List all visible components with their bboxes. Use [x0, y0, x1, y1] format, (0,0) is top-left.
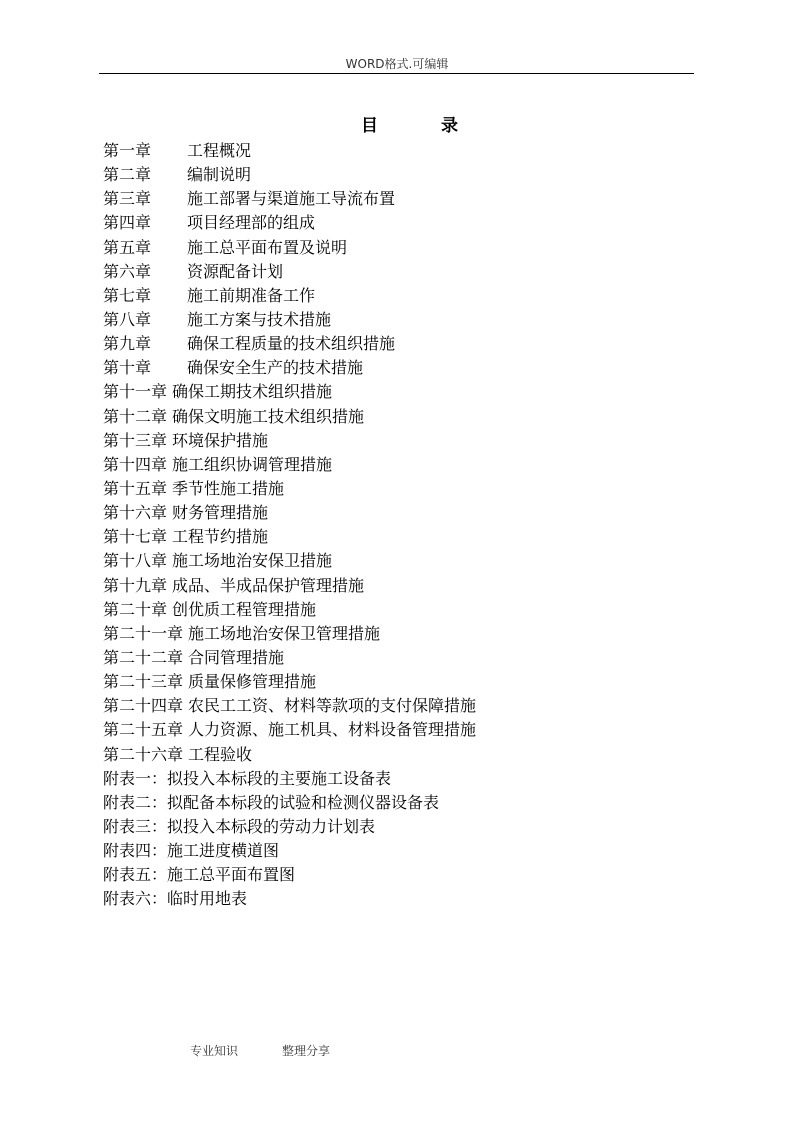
- toc-entry-chapter: 第十二章: [103, 406, 168, 426]
- toc-entry-chapter: 第九章: [103, 334, 152, 354]
- toc-list: [103, 139, 703, 912]
- toc-entry: [103, 863, 703, 887]
- toc-entry: [103, 501, 703, 525]
- toc-entry-chapter: 第二十一章: [103, 623, 184, 643]
- toc-entry-chapter: 第十六章: [103, 503, 168, 523]
- toc-entry: [103, 646, 703, 670]
- toc-entry: [103, 356, 703, 380]
- toc-entry: [103, 163, 703, 187]
- toc-entry-title: 施工组织协调管理措施: [172, 454, 333, 474]
- toc-entry: [103, 887, 703, 911]
- toc-entry-title: 施工进度横道图: [167, 841, 280, 861]
- toc-entry: [103, 525, 703, 549]
- toc-entry-chapter: 第二十三章: [103, 672, 184, 692]
- toc-entry-title: 确保文明施工技术组织措施: [172, 406, 365, 426]
- toc-entry-title: 施工场地治安保卫管理措施: [188, 623, 381, 643]
- toc-entry: [103, 187, 703, 211]
- toc-entry: [103, 622, 703, 646]
- toc-entry: [103, 429, 703, 453]
- toc-entry-chapter: 第十四章: [103, 454, 168, 474]
- toc-entry-chapter: 第十九章: [103, 575, 168, 595]
- toc-entry-chapter: 第七章: [103, 285, 152, 305]
- toc-entry-chapter: 附表四：: [103, 841, 168, 861]
- toc-entry-title: 拟投入本标段的劳动力计划表: [167, 816, 376, 836]
- footer-right-text: 整理分享: [282, 1044, 331, 1058]
- toc-entry-chapter: 第三章: [103, 189, 152, 209]
- toc-entry: [103, 574, 703, 598]
- toc-entry-chapter: 第四章: [103, 213, 152, 233]
- toc-entry-title: 工程节约措施: [172, 527, 269, 547]
- toc-entry-chapter: 附表五：: [103, 865, 168, 885]
- toc-entry-title: 施工总平面布置及说明: [187, 237, 348, 257]
- toc-entry: [103, 791, 703, 815]
- toc-entry-title: 拟配备本标段的试验和检测仪器设备表: [167, 792, 440, 812]
- toc-entry-chapter: 附表一：: [103, 768, 168, 788]
- toc-entry-chapter: 附表二：: [103, 792, 168, 812]
- toc-entry: [103, 598, 703, 622]
- toc-entry-title: 临时用地表: [167, 889, 248, 909]
- toc-entry-title: 确保安全生产的技术措施: [187, 358, 364, 378]
- toc-entry-title: 确保工期技术组织措施: [172, 382, 333, 402]
- toc-entry-title: 编制说明: [187, 165, 252, 185]
- toc-entry-chapter: 附表三：: [103, 816, 168, 836]
- toc-entry-title: 确保工程质量的技术组织措施: [187, 334, 396, 354]
- toc-entry: [103, 284, 703, 308]
- toc-entry: [103, 139, 703, 163]
- toc-entry-title: 工程验收: [188, 744, 253, 764]
- toc-entry: [103, 815, 703, 839]
- toc-entry-title: 项目经理部的组成: [187, 213, 316, 233]
- toc-entry: [103, 694, 703, 718]
- toc-entry-title: 季节性施工措施: [172, 478, 285, 498]
- footer-left-text: 专业知识: [190, 1044, 239, 1058]
- toc-entry: [103, 477, 703, 501]
- toc-entry: [103, 308, 703, 332]
- toc-entry: [103, 260, 703, 284]
- toc-entry: [103, 718, 703, 742]
- toc-entry: [103, 767, 703, 791]
- toc-entry-chapter: 第八章: [103, 309, 152, 329]
- toc-entry: [103, 236, 703, 260]
- toc-entry-title: 工程概况: [187, 141, 252, 160]
- toc-entry-title: 施工前期准备工作: [187, 285, 316, 305]
- toc-entry-chapter: 第五章: [103, 237, 152, 257]
- toc-title: [0, 115, 794, 137]
- toc-entry-chapter: 第一章: [103, 141, 152, 160]
- toc-entry-chapter: 第十八章: [103, 551, 168, 571]
- toc-entry-title: 农民工工资、材料等款项的支付保障措施: [188, 696, 477, 716]
- toc-entry: [103, 405, 703, 429]
- toc-entry: [103, 211, 703, 235]
- toc-entry-chapter: 第十三章: [103, 430, 168, 450]
- toc-entry: [103, 380, 703, 404]
- toc-entry-chapter: 第二十章: [103, 599, 168, 619]
- toc-entry: [103, 332, 703, 356]
- toc-entry: [103, 743, 703, 767]
- toc-entry-chapter: 第十一章: [103, 382, 168, 402]
- toc-entry: [103, 453, 703, 477]
- toc-entry-title: 施工方案与技术措施: [187, 309, 332, 329]
- toc-entry-chapter: 第十章: [103, 358, 152, 378]
- toc-entry-title: 成品、半成品保护管理措施: [172, 575, 365, 595]
- toc-title-left: 目: [361, 116, 378, 136]
- toc-entry-chapter: 第十七章: [103, 527, 168, 547]
- toc-entry-title: 施工场地治安保卫措施: [172, 551, 333, 571]
- toc-entry-title: 创优质工程管理措施: [172, 599, 317, 619]
- toc-entry-title: 拟投入本标段的主要施工设备表: [167, 768, 392, 788]
- toc-entry-chapter: 第六章: [103, 261, 152, 281]
- toc-entry: [103, 839, 703, 863]
- toc-entry-chapter: 附表六：: [103, 889, 168, 909]
- toc-entry-chapter: 第二十六章: [103, 744, 184, 764]
- toc-entry-title: 质量保修管理措施: [188, 672, 317, 692]
- toc-title-right: 录: [441, 116, 458, 136]
- toc-entry-title: 财务管理措施: [172, 503, 269, 523]
- toc-entry-title: 施工部署与渠道施工导流布置: [187, 189, 396, 209]
- toc-entry-chapter: 第二十五章: [103, 720, 184, 740]
- toc-entry: [103, 670, 703, 694]
- toc-entry-title: 人力资源、施工机具、材料设备管理措施: [188, 720, 477, 740]
- toc-entry-title: 合同管理措施: [188, 647, 285, 667]
- toc-entry-chapter: 第二十四章: [103, 696, 184, 716]
- toc-entry-title: 施工总平面布置图: [167, 865, 296, 885]
- page-header: WORD格式.可编辑: [345, 57, 449, 71]
- toc-entry-chapter: 第二十二章: [103, 647, 184, 667]
- header-divider: [99, 73, 694, 74]
- toc-entry-chapter: 第十五章: [103, 478, 168, 498]
- toc-entry: [103, 549, 703, 573]
- toc-entry-title: 资源配备计划: [187, 261, 284, 281]
- toc-entry-chapter: 第二章: [103, 165, 152, 185]
- toc-entry-title: 环境保护措施: [172, 430, 269, 450]
